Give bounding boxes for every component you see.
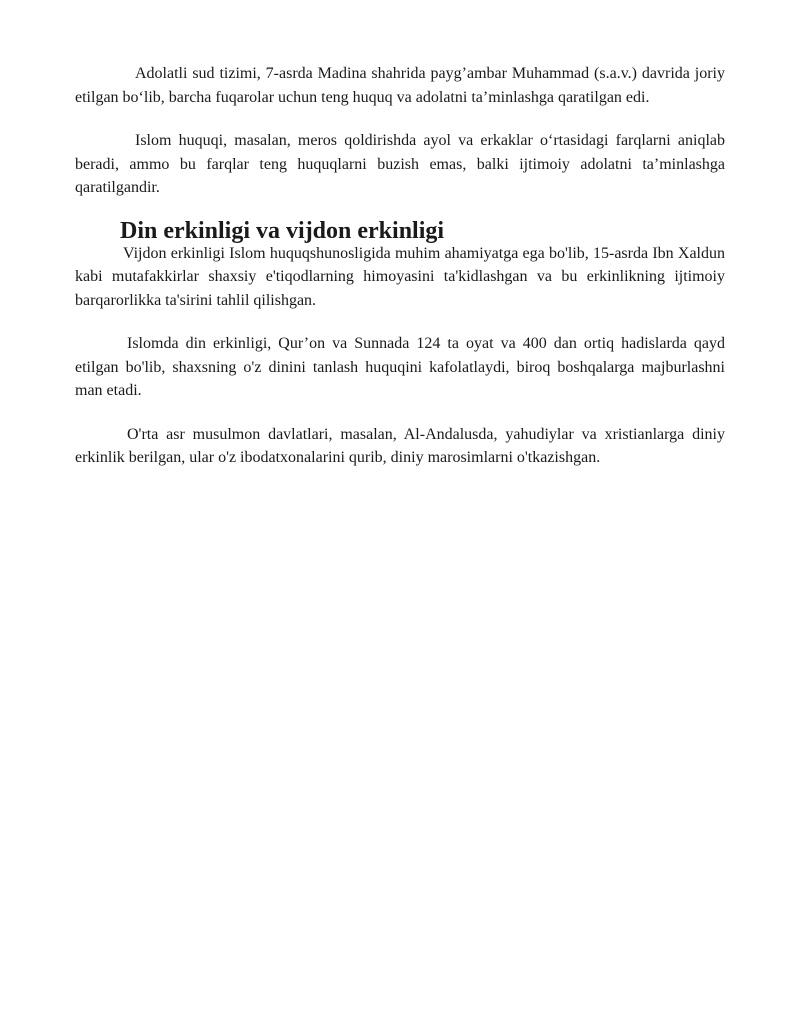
paragraph-freedom-of-religion: Islomda din erkinligi, Qur’on va Sunnada 124 ta oyat va 400 dan ortiq hadislarda qayd etilgan bo'lib, shaxsning o'z dinini tanlash huquqini kafolatlaydi, biroq boshqalarga majburlashni man etadi.	[75, 335, 725, 399]
paragraph-al-andalus: O'rta asr musulmon davlatlari, masalan, Al-Andalusda, yahudiylar va xristianlarga diniy erkinlik berilgan, ular o'z ibodatxonalarini qurib, diniy marosimlarni o'tkazishgan.	[75, 425, 725, 466]
paragraph-freedom-of-conscience: Vijdon erkinligi Islom huquqshunosligida muhim ahamiyatga ega bo'lib, 15-asrda Ibn Xaldun kabi mutafakkirlar shaxsiy e'tiqodlarning himoyasini ta'kidlashgan va bu erkinlikning ijtimoiy barqarorlikka ta'sirini tahlil qilishgan.	[75, 244, 725, 309]
section-heading: Din erkinligi va vijdon erkinligi	[120, 217, 445, 244]
document-body	[75, 62, 725, 490]
paragraph-justice-system: Adolatli sud tizimi, 7-asrda Madina shahrida payg’ambar Muhammad (s.a.v.) davrida joriy etilgan bo‘lib, barcha fuqarolar uchun teng huquq va adolatni ta’minlashga qaratilgan edi.	[75, 65, 725, 106]
paragraph-inheritance-law: Islom huquqi, masalan, meros qoldirishda ayol va erkaklar o‘rtasidagi farqlarni aniqlab beradi, ammo bu farqlar teng huquqlarni buzish emas, balki ijtimoiy adolatni ta’minlashga qaratilgandir.	[75, 132, 725, 196]
